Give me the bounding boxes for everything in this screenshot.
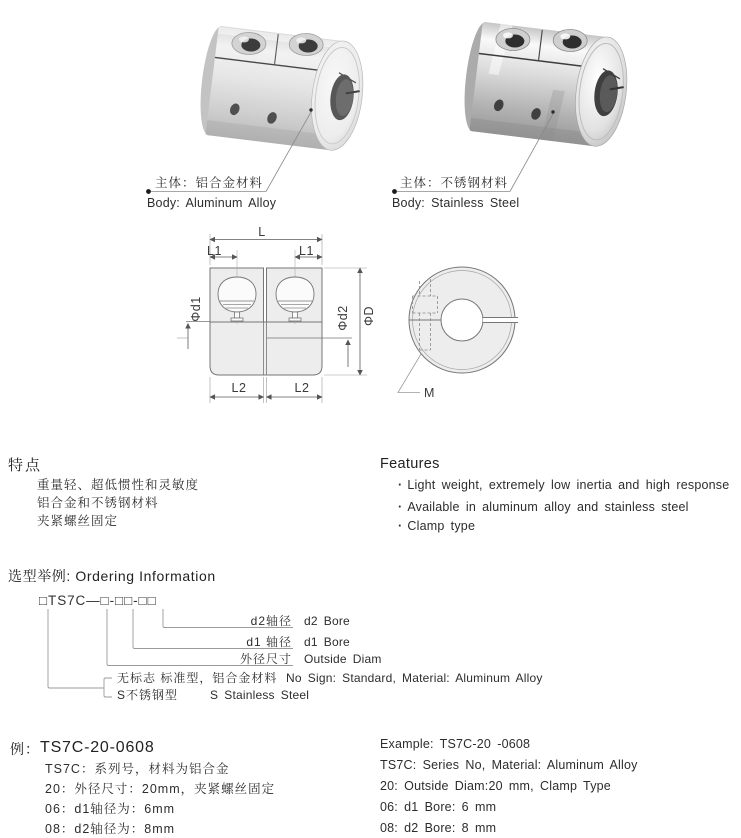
callout-standard-zh: 无标志 标准型，铝合金材料 [117, 671, 278, 685]
example-line-en: 06: d1 Bore: 6 mm [380, 800, 497, 814]
feature-item-zh: 重量轻、超低惯性和灵敏度 [37, 478, 200, 492]
bullet-dot: · [398, 478, 403, 492]
clamp-screw-top-right [553, 29, 587, 52]
features-heading-zh: 特点 [8, 457, 43, 474]
dimension-drawing-end-view [398, 267, 518, 393]
callout-outside-diam-zh: 外径尺寸 [239, 652, 292, 666]
example-line-zh: 06：d1轴径为：6mm [45, 802, 176, 816]
callout-d1-en: d1 Bore [304, 635, 350, 649]
dim-label-d2: Φd2 [335, 305, 350, 331]
example-title-en: Example: TS7C-20 -0608 [380, 737, 531, 751]
dim-label-L: L [258, 224, 266, 239]
feature-item-en: · Available in aluminum alloy and stainless steel [398, 500, 689, 514]
features-heading-en: Features [380, 456, 440, 472]
callout-d2-en: d2 Bore [304, 614, 350, 628]
feature-item-en: · Clamp type [398, 519, 476, 533]
ordering-part-number: □TS7C—□-□□-□□ [39, 593, 157, 608]
example-line-en: 20: Outside Diam:20 mm, Clamp Type [380, 779, 611, 793]
product-photo-stainless [460, 16, 634, 149]
callout-standard-en: No Sign: Standard, Material: Aluminum Alloy [286, 671, 543, 685]
feature-item-zh: 夹紧螺丝固定 [37, 514, 119, 528]
product-photo-aluminum [196, 20, 370, 153]
bullet-dot: · [398, 519, 403, 533]
example-code: TS7C-20-0608 [40, 739, 155, 756]
ordering-heading: 选型举例: Ordering Information [8, 568, 216, 584]
example-line-en: 08: d2 Bore: 8 mm [380, 821, 497, 835]
bore-circle [441, 299, 483, 341]
dim-label-d1: Φd1 [188, 296, 203, 322]
product1-label-zh: 主体：铝合金材料 [155, 176, 264, 190]
example-line-zh: TS7C：系列号，材料为铝合金 [45, 762, 230, 776]
example-mark: 例： [10, 741, 40, 757]
bullet-dot: · [398, 500, 403, 514]
callout-d2-zh: d2轴径 [250, 614, 292, 628]
dim-label-M: M [424, 386, 435, 400]
feature-item-zh: 铝合金和不锈钢材料 [37, 496, 159, 510]
callout-stainless-zh: S不锈钢型 [117, 688, 179, 702]
example-line-en: TS7C: Series No, Material: Aluminum Alloy [380, 758, 638, 772]
product2-label-zh: 主体：不锈钢材料 [400, 176, 509, 190]
clamp-screw-top-left [232, 32, 266, 55]
clamp-screw-top-left [496, 28, 530, 51]
product2-label-en: Body: Stainless Steel [392, 196, 520, 210]
dim-label-L2-right: L2 [294, 380, 310, 395]
example-line-zh: 08：d2轴径为：8mm [45, 822, 176, 836]
callout-d1-zh: d1 轴径 [246, 635, 292, 649]
dim-label-L1-left: L1 [207, 244, 222, 258]
dim-label-L2-left: L2 [231, 380, 247, 395]
example-line-zh: 20：外径尺寸：20mm，夹紧螺丝固定 [45, 782, 276, 796]
callout-stainless-en: S Stainless Steel [210, 688, 310, 702]
screw-leader-line [398, 354, 421, 393]
feature-item-en: · Light weight, extremely low inertia and high response [398, 478, 730, 492]
dim-label-L1-right: L1 [299, 244, 314, 258]
product1-label-en: Body: Aluminum Alloy [147, 196, 277, 210]
dim-label-D: ΦD [361, 305, 376, 327]
callout-outside-diam-en: Outside Diam [304, 652, 382, 666]
clamp-screw-top-right [289, 33, 323, 56]
